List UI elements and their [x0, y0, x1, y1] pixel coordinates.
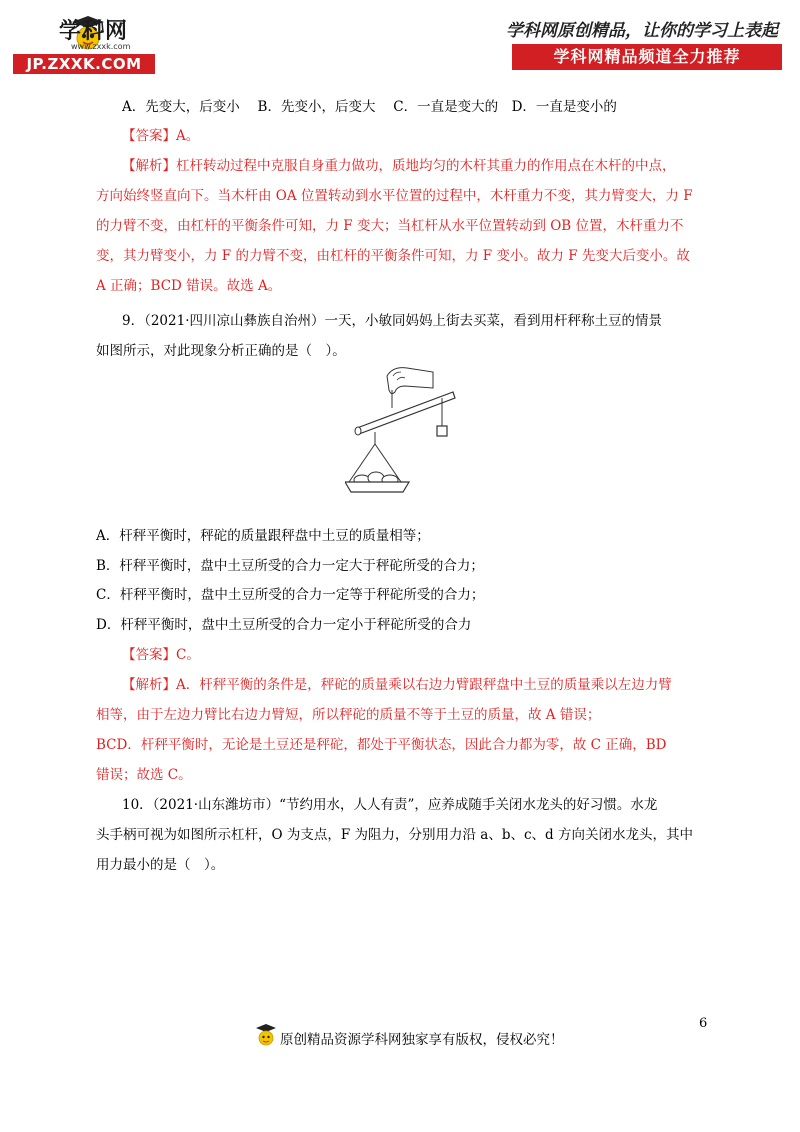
- header-channel-banner: 学科网精品频道全力推荐: [512, 44, 782, 70]
- footer-copyright: 原创精品资源学科网独家享有版权，侵权必究！: [280, 1032, 564, 1048]
- page-number: 6: [699, 1016, 708, 1031]
- q9-analysis-line: 【解析】A．杆秤平衡的条件是，秤砣的质量乘以右边力臂跟秤盘中土豆的质量乘以左边力臂: [122, 677, 672, 693]
- logo-domain: JP.ZXXK.COM: [13, 54, 155, 74]
- q8-options: A．先变大，后变小 B．先变小，后变大 C．一直是变大的 D．一直是变小的: [122, 99, 617, 115]
- q10-stem-line: 10．（2021·山东潍坊市）“节约用水，人人有责”，应养成随手关闭水龙头的好习惯。水龙: [122, 797, 658, 813]
- q9-stem-line: 如图所示，对此现象分析正确的是（ ）。: [96, 343, 346, 359]
- q9-analysis-line: 错误；故选 C。: [96, 767, 192, 783]
- q9-option: C．杆秤平衡时，盘中土豆所受的合力一定等于秤砣所受的合力；: [96, 587, 485, 603]
- q8-analysis-line: 变，其力臂变小，力 F 的力臂不变，由杠杆的平衡条件可知，力 F 变小。故力 F 先变大后变小。故: [96, 248, 690, 264]
- logo-url: www.zxxk.com: [71, 42, 131, 51]
- logo-text: 学科网: [59, 19, 129, 44]
- q8-analysis-line: 的力臂不变，由杠杆的平衡条件可知，力 F 变大；当杠杆从水平位置转动到 OB 位置，木杆重力不: [96, 218, 684, 234]
- q9-option: D．杆秤平衡时，盘中土豆所受的合力一定小于秤砣所受的合力: [96, 617, 472, 633]
- header-slogan: 学科网原创精品，让你的学习上表起: [506, 21, 778, 41]
- q10-stem-line: 用力最小的是（ ）。: [96, 857, 225, 873]
- q8-analysis-line: 方向始终竖直向下。当木杆由 OA 位置转动到水平位置的过程中，木杆重力不变，其力臂变大，力 F: [96, 188, 693, 204]
- steelyard-figure: [345, 362, 460, 502]
- site-logo[interactable]: [13, 12, 163, 74]
- q8-analysis-line: A 正确；BCD 错误。故选 A。: [96, 278, 282, 294]
- q9-option: A．杆秤平衡时，秤砣的质量跟秤盘中土豆的质量相等；: [96, 528, 430, 544]
- q8-answer: 【答案】A。: [122, 128, 200, 144]
- q8-analysis-line: 【解析】杠杆转动过程中克服自身重力做功，质地均匀的木杆其重力的作用点在木杆的中点，: [122, 158, 676, 174]
- q9-analysis-line: 相等，由于左边力臂比右边力臂短，所以秤砣的质量不等于土豆的质量，故 A 错误；: [96, 707, 601, 723]
- q9-analysis-line: BCD．杆秤平衡时，无论是土豆还是秤砣，都处于平衡状态，因此合力都为零，故 C 正确，BD: [96, 737, 667, 753]
- q9-stem-line: 9．（2021·四川凉山彝族自治州）一天，小敏同妈妈上街去买菜，看到用杆秤称土豆的情景: [122, 313, 662, 329]
- q10-stem-line: 头手柄可视为如图所示杠杆，O 为支点，F 为阻力，分别用力沿 a、b、c、d 方向关闭水龙头，其中: [96, 827, 693, 843]
- q9-answer: 【答案】C。: [122, 647, 200, 663]
- mascot-icon: [254, 1022, 278, 1048]
- q9-option: B．杆秤平衡时，盘中土豆所受的合力一定大于秤砣所受的合力；: [96, 558, 484, 574]
